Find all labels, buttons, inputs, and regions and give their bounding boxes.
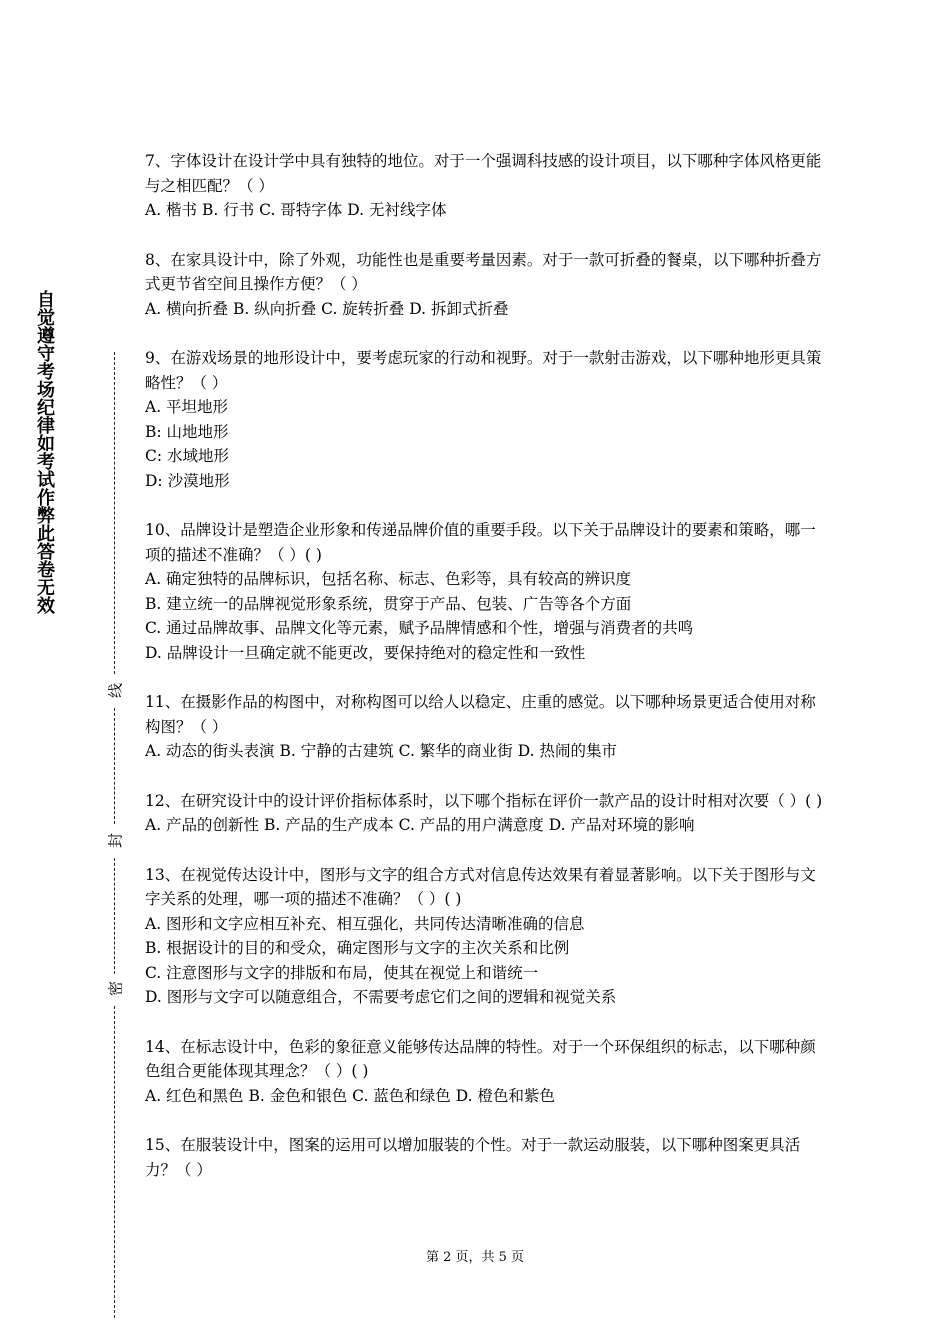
question-option: D. 图形与文字可以随意组合，不需要考虑它们之间的逻辑和视觉关系 xyxy=(145,988,617,1006)
question-item xyxy=(145,346,825,493)
binding-line xyxy=(105,352,125,1322)
question-option: A. 红色和黑色 B. 金色和银色 C. 蓝色和绿色 D. 橙色和紫色 xyxy=(145,1086,555,1105)
question-stem: 12、在研究设计中的设计评价指标体系时，以下哪个指标在评价一款产品的设计时相对次要（ ）( ) xyxy=(145,791,823,810)
question-stem: 10、品牌设计是塑造企业形象和传递品牌价值的重要手段。以下关于品牌设计的要素和策略，哪一项的描述不准确？（ ）( ) xyxy=(145,521,816,564)
question-stem: 9、在游戏场景的地形设计中，要考虑玩家的行动和视野。对于一款射击游戏，以下哪种地形更具策略性？（ ） xyxy=(145,349,822,392)
question-option: C. 注意图形与文字的排版和布局，使其在视觉上和谐统一 xyxy=(145,963,539,982)
question-option: A. 图形和文字应相互补充、相互强化，共同传达清晰准确的信息 xyxy=(145,914,585,933)
question-option: A. 楷书 B. 行书 C. 哥特字体 D. 无衬线字体 xyxy=(145,201,447,219)
question-option: C: 水域地形 xyxy=(145,447,230,465)
exam-discipline-warning: 自觉遵守考场纪律如考试作弊此答卷无效 xyxy=(34,290,55,614)
question-item xyxy=(145,690,825,764)
question-option: A. 平坦地形 xyxy=(145,398,229,416)
question-option: A. 横向折叠 B. 纵向折叠 C. 旋转折叠 D. 拆卸式折叠 xyxy=(145,299,509,318)
question-option: D. 品牌设计一旦确定就不能更改，要保持绝对的稳定性和一致性 xyxy=(145,643,586,662)
binding-mark-feng: 封 xyxy=(106,833,125,849)
question-option: B: 山地地形 xyxy=(145,422,229,441)
question-stem: 13、在视觉传达设计中，图形与文字的组合方式对信息传达效果有着显著影响。以下关于图形与文字关系的处理，哪一项的描述不准确？（ ）( ) xyxy=(145,865,816,908)
question-item xyxy=(145,863,825,1010)
page-footer: 第 2 页，共 5 页 xyxy=(425,1250,525,1265)
question-list xyxy=(145,149,825,1207)
question-item xyxy=(145,1133,825,1182)
question-stem: 11、在摄影作品的构图中，对称构图可以给人以稳定、庄重的感觉。以下哪种场景更适合使用对称构图？（ ） xyxy=(145,693,816,736)
question-option: B. 建立统一的品牌视觉形象系统，贯穿于产品、包装、广告等各个方面 xyxy=(145,594,632,613)
binding-mark-mi: 密 xyxy=(106,981,125,997)
question-item xyxy=(145,1035,825,1109)
question-stem: 7、字体设计在设计学中具有独特的地位。对于一个强调科技感的设计项目，以下哪种字体风格更能与之相匹配？（ ） xyxy=(145,152,822,195)
question-option: B. 根据设计的目的和受众，确定图形与文字的主次关系和比例 xyxy=(145,939,570,957)
question-stem: 14、在标志设计中，色彩的象征意义能够传达品牌的特性。对于一个环保组织的标志，以下哪种颜色组合更能体现其理念？（ ）( ) xyxy=(145,1037,816,1080)
question-stem: 15、在服装设计中，图案的运用可以增加服装的个性。对于一款运动服装，以下哪种图案更具活力？（ ） xyxy=(145,1136,801,1179)
binding-mark-xian: 线 xyxy=(106,683,125,699)
question-item xyxy=(145,518,825,665)
question-option: C. 通过品牌故事、品牌文化等元素，赋予品牌情感和个性，增强与消费者的共鸣 xyxy=(145,619,694,637)
question-item xyxy=(145,789,825,838)
question-option: D: 沙漠地形 xyxy=(145,471,230,490)
question-stem: 8、在家具设计中，除了外观，功能性也是重要考量因素。对于一款可折叠的餐桌，以下哪种折叠方式更节省空间且操作方便？（ ） xyxy=(145,250,822,293)
question-option: A. 确定独特的品牌标识，包括名称、标志、色彩等，具有较高的辨识度 xyxy=(145,570,632,588)
question-item xyxy=(145,248,825,322)
question-option: A. 产品的创新性 B. 产品的生产成本 C. 产品的用户满意度 D. 产品对环境的影响 xyxy=(145,816,695,834)
question-option: A. 动态的街头表演 B. 宁静的古建筑 C. 繁华的商业街 D. 热闹的集市 xyxy=(145,742,617,760)
question-item xyxy=(145,149,825,223)
